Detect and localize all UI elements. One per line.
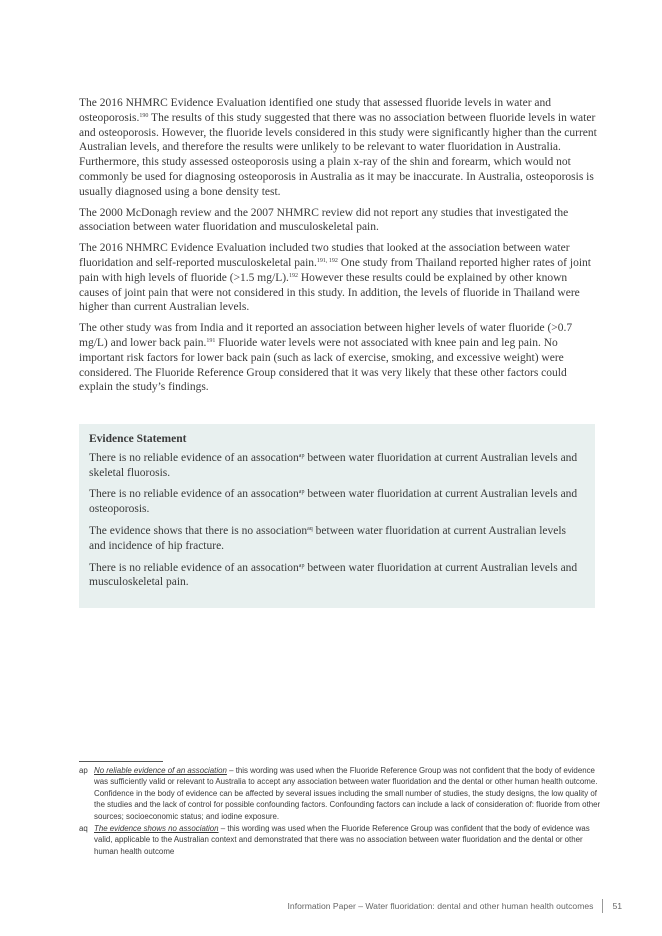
footer-divider xyxy=(602,899,603,913)
footnote-term: The evidence shows no association xyxy=(94,824,219,834)
evidence-statement: There is no reliable evidence of an assocation$^{ap}$ between water fluoridation at current Australian levels and osteoporosis. xyxy=(89,488,578,516)
evidence-statement-box xyxy=(79,424,595,608)
evidence-statement: The evidence shows that there is no association$^{aq}$ between water fluoridation at current Australian levels and incidence of hip fracture. xyxy=(89,524,567,552)
footnote-divider xyxy=(79,761,163,762)
footnote-ref: aq xyxy=(307,525,313,532)
paragraph: The 2016 NHMRC Evidence Evaluation identified one study that assessed fluoride levels in water and osteoporosis.$^{190}$ The results of this study suggested that there was no association between fluoride levels in water and osteoporosis. However, the fluoride levels considered in this study were significantly higher than the current Australian levels, and therefore the results were unlikely to be relevant to water fluoridation in Australia. Furthermore, this study assessed osteoporosis using a plain x-ray of the shin and forearm, which would not commonly be used for diagnosing osteoporosis in Australia as it may be inaccurate. In Australia, osteoporosis is usually diagnosed using a bone density test. xyxy=(79,97,597,198)
footnote-term: No reliable evidence of an association xyxy=(94,766,227,775)
footnotes xyxy=(79,765,603,858)
citation: 191 xyxy=(206,337,216,344)
citation: 191, 192 xyxy=(316,257,338,264)
footnote xyxy=(79,823,603,857)
footnote-text: – this wording was used when the Fluoride Reference Group was confident that the body of evidence was valid, applicable to the Australian context and demonstrated that there was no association between water fluoridation and the dental or other human health outcome xyxy=(94,824,590,856)
paragraph: The 2016 NHMRC Evidence Evaluation included two studies that looked at the association between water fluoridation and self-reported musculoskeletal pain.$^{191, 192}$ One study from Thailand reported higher rates of joint pain with high levels of fluoride (>1.5 mg/L).$^{192}$ However these results could be explained by other known causes of joint pain that were not considered in this study. In addition, the levels of fluoride in Thailand were higher than current Australian levels. xyxy=(79,242,591,314)
paragraph: The other study was from India and it reported an association between higher levels of water fluoride (>0.7 mg/L) and lower back pain.$^{191}$ Fluoride water levels were not associated with knee pain and leg pain. No important risk factors for lower back pain (such as lack of exercise, smoking, and excessive weight) were considered. The Fluoride Reference Group considered that it was very likely that these other factors could explain the study’s findings. xyxy=(79,322,573,394)
body-text xyxy=(79,96,599,401)
footnote-id: aq xyxy=(79,824,88,834)
footnote-ref: ap xyxy=(298,562,305,569)
footnote-ref: ap xyxy=(298,452,305,459)
footnote-text: – this wording was used when the Fluoride Reference Group was not confident that the body of evidence was sufficiently valid or relevant to Australia to accept any association between water fluoridation and the dental or other human health outcome. Confidence in the body of evidence can be affected by several issues including the small number of studies, the study designs, the low quality of the studies and the lack of control for possible confounding factors. Confounding factors can include a lack of consideration of: fluoride from other sources; socioeconomic status; and iodine exposure. xyxy=(94,766,601,821)
evidence-statement: There is no reliable evidence of an assocation$^{ap}$ between water fluoridation at current Australian levels and skeletal fluorosis. xyxy=(89,451,578,479)
citation: 192 xyxy=(288,272,298,279)
evidence-statement: There is no reliable evidence of an assocation$^{ap}$ between water fluoridation at current Australian levels and musculoskeletal pain. xyxy=(89,561,578,589)
footer-title: Information Paper – Water fluoridation: dental and other human health outcomes xyxy=(287,901,594,911)
page-footer xyxy=(288,899,622,913)
citation: 190 xyxy=(139,112,149,119)
footnote-ref: ap xyxy=(298,489,305,496)
evidence-statement-title: Evidence Statement xyxy=(89,433,187,445)
page-number: 51 xyxy=(612,901,622,911)
paragraph: The 2000 McDonagh review and the 2007 NHMRC review did not report any studies that investigated the association between water fluoridation and musculoskeletal pain. xyxy=(79,206,569,234)
footnote-id: ap xyxy=(79,766,88,775)
footnote xyxy=(79,765,603,822)
